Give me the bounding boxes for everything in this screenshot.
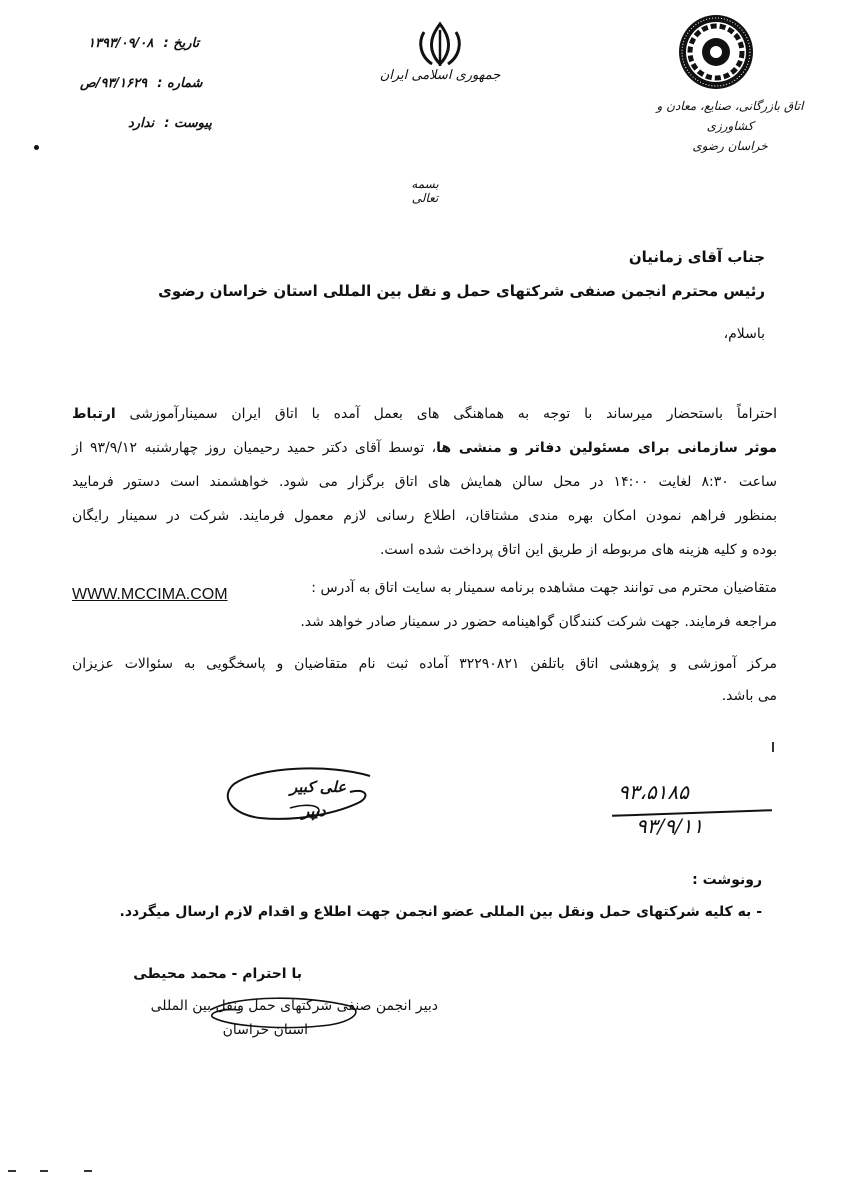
edge-mark	[84, 1170, 92, 1172]
body-line-1-text: احتراماً باستحضار میرساند با توجه به هماهنگی های بعمل آمده با اتاق ایران سمینارآموزشی	[129, 406, 777, 422]
body-line-7: مراجعه فرمایند. جهت شرکت کنندگان گواهینامه حضور در سمینار صادر خواهد شد.	[300, 614, 777, 630]
closing-line-1: دبیر انجمن صنفی شرکتهای حمل ونقل بین المللی	[150, 998, 438, 1014]
chamber-name	[640, 96, 820, 156]
chamber-name-line1: اتاق بازرگانی، صنایع، معادن و کشاورزی	[656, 99, 804, 133]
closing-line-2: استان خراسان	[222, 1022, 308, 1038]
number-label: شماره :	[157, 76, 203, 91]
body-line-4: بمنظور فراهم نمودن امکان بهره مندی مشتاقان، اطلاع رسانی لازم معمول فرمایند. شرکت در سمینار رایگان	[72, 508, 777, 524]
handwritten-ref-date: ۹۳/۹/۱۱	[636, 814, 704, 838]
closing-signature-scribble	[200, 990, 370, 1040]
date-label: تاریخ :	[163, 36, 200, 51]
handwritten-ref-number: ۹۳،۵۱۸۵	[618, 780, 689, 804]
body-line-1-bold: ارتباط	[72, 406, 116, 422]
attachment-value: ندارد	[128, 116, 155, 131]
date-value: ۱۳۹۳/۰۹/۰۸	[88, 36, 154, 51]
chamber-logo-icon	[676, 12, 756, 92]
salutation: باسلام،	[723, 326, 765, 342]
margin-dot	[34, 145, 39, 150]
body-line-2	[72, 438, 777, 458]
body-line-9: می باشد.	[721, 688, 777, 704]
body-line-8: مرکز آموزشی و پژوهشی اتاق باتلفن ۳۲۲۹۰۸۲۱ آماده ثبت نام متقاضیان و پاسخگویی به سئوالات عزیزان	[72, 656, 777, 672]
addressee-title: رئیس محترم انجمن صنفی شرکتهای حمل و نقل بین المللی استان خراسان رضوی	[158, 282, 765, 300]
republic-text: جمهوری اسلامی ایران	[379, 68, 501, 83]
iran-emblem-icon	[412, 20, 468, 68]
signature-scribble	[220, 762, 380, 832]
edge-mark	[8, 1170, 16, 1172]
cc-label: رونوشت :	[692, 872, 762, 888]
addressee-name: جناب آقای زمانیان	[628, 248, 765, 266]
body-line-5: بوده و کلیه هزینه های مربوطه از طریق این اتاق پرداخت شده است.	[379, 542, 777, 558]
number-row	[80, 76, 202, 91]
attachment-row	[128, 116, 212, 131]
body-line-6: متقاضیان محترم می توانند جهت مشاهده برنامه سمینار به سایت اتاق به آدرس :	[311, 580, 777, 596]
body-line-2-bold: موثر سازمانی برای مسئولین دفاتر و منشی ها	[436, 440, 777, 456]
date-row	[88, 36, 199, 51]
bismillah: بسمه تعالی	[411, 177, 439, 205]
chamber-name-line2: خراسان رضوی	[692, 139, 768, 153]
signatory-role: دبیر	[302, 802, 326, 820]
signatory-name: علی کبیر	[290, 778, 347, 796]
body-line-1	[72, 404, 777, 424]
body-line-3: ساعت ۸:۳۰ لغایت ۱۴:۰۰ در محل سالن همایش های اتاق برگزار می شود. خواهشمند است دستور فرمایید	[72, 474, 778, 490]
number-value: ۹۳/۱۶۲۹/ص	[80, 76, 148, 91]
closing-regards: با احترام - محمد محیطی	[133, 966, 302, 982]
body-line-2-text: ، توسط آقای دکتر حمید رحیمیان روز چهارشنبه ۹۳/۹/۱۲ از	[72, 440, 437, 456]
margin-tick	[772, 742, 774, 752]
website-link[interactable]: WWW.MCCIMA.COM	[72, 586, 228, 603]
attachment-label: پیوست :	[164, 116, 212, 131]
cc-line: - به کلیه شرکتهای حمل ونقل بین المللی عضو انجمن جهت اطلاع و اقدام لازم ارسال میگردد.	[119, 904, 762, 920]
edge-mark	[40, 1170, 48, 1172]
